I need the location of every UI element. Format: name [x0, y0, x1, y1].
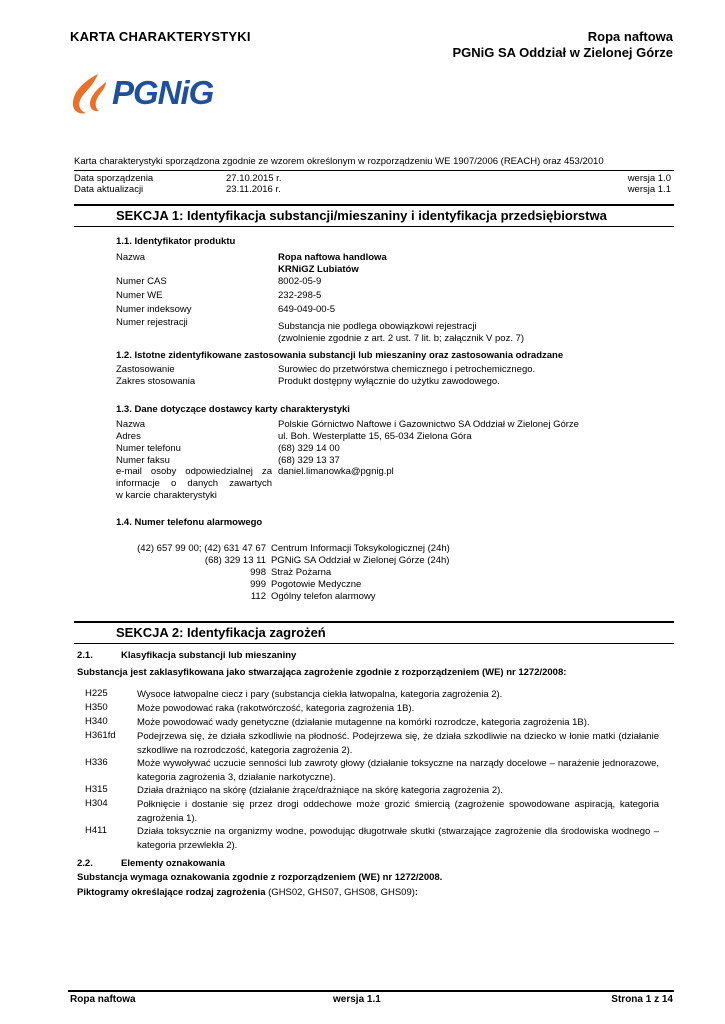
- footer-version: wersja 1.1: [333, 994, 381, 1005]
- index-number: 649-049-00-5: [278, 304, 336, 315]
- hazard-text: Może powodować raka (rakotwórczość, kategoria zagrożenia 1B).: [137, 703, 415, 714]
- pictograms-colon: :: [414, 887, 419, 898]
- section-2-title: SEKCJA 2: Identyfikacja zagrożeń: [116, 625, 326, 640]
- emergency-service: Ogólny telefon alarmowy: [271, 591, 376, 602]
- hazard-text: Może wywoływać uczucie senności lub zawroty głowy (działanie toksyczne na narządy docelowe – narażenie jednorazowe, kategoria zagrożenia 3, działanie narkotyczne).: [137, 758, 659, 783]
- meta-version: wersja 1.0: [627, 173, 671, 184]
- supplier-fax: (68) 329 13 37: [278, 455, 340, 466]
- use-value: Surowiec do przetwórstwa chemicznego i petrochemicznego.: [278, 364, 536, 375]
- subsection-number: 2.1.: [77, 650, 93, 661]
- field-label: w karcie charakterystyki: [116, 490, 217, 501]
- field-label: Zakres stosowania: [116, 376, 196, 387]
- meta-date: 27.10.2015 r.: [226, 173, 282, 184]
- section-divider: [74, 226, 674, 227]
- field-label: informacje o danych zawartych: [116, 478, 272, 489]
- supplier-name: Polskie Górnictwo Naftowe i Gazownictwo SA Oddział w Zielonej Górze: [278, 419, 579, 430]
- hazard-text: Podejrzewa się, że działa szkodliwie na płodność. Podejrzewa się, że działa szkodliwie na dziecko w łonie matki (działanie szkodliwe na rozrodczość, kategoria zagrożenia 2).: [137, 731, 659, 756]
- hazard-code: H350: [85, 702, 108, 713]
- emergency-service: Centrum Informacji Toksykologicznej (24h): [271, 543, 450, 554]
- document-title: KARTA CHARAKTERYSTYKI: [70, 29, 251, 44]
- product-source: KRNiGZ Lubiatów: [278, 264, 359, 275]
- hazard-code: H361fd: [85, 730, 116, 741]
- emergency-service: PGNiG SA Oddział w Zielonej Górze (24h): [271, 555, 450, 566]
- hazard-code: H411: [85, 825, 108, 836]
- pictograms-codes: (GHS02, GHS07, GHS08, GHS09): [265, 887, 415, 898]
- meta-label: Data aktualizacji: [74, 184, 144, 195]
- divider: [74, 170, 674, 171]
- hazard-text: Działa toksycznie na organizmy wodne, powodując długotrwałe skutki (stwarzające zagrożenie dla środowiska wodnego – kategoria przewlekła 2).: [137, 826, 659, 851]
- header-product: Ropa naftowa: [587, 29, 673, 44]
- field-label: Nazwa: [116, 419, 146, 430]
- hazard-code: H225: [85, 688, 108, 699]
- intro-text: Karta charakterystyki sporządzona zgodnie ze wzorem określonym w rozporządzeniu WE 1907/2006 (REACH) oraz 453/2010: [74, 156, 604, 167]
- cas-number: 8002-05-9: [278, 276, 322, 287]
- meta-label: Data sporządzenia: [74, 173, 154, 184]
- hazard-code: H340: [85, 716, 108, 727]
- subsection-1-3-title: 1.3. Dane dotyczące dostawcy karty charakterystyki: [116, 404, 350, 415]
- field-label: Adres: [116, 431, 141, 442]
- hazard-text: Połknięcie i dostanie się przez drogi oddechowe może grozić śmiercią (zagrożenie spowodowane aspiracją, kategoria zagrożenia 1).: [137, 799, 659, 824]
- pgnig-logo: [68, 70, 238, 116]
- registration-note: (zwolnienie zgodnie z art. 2 ust. 7 lit. b; załącznik V poz. 7): [278, 333, 525, 344]
- meta-row-updated: [74, 184, 671, 196]
- hazard-code: H315: [85, 784, 108, 795]
- subsection-number: 2.2.: [77, 858, 93, 869]
- we-number: 232-298-5: [278, 290, 322, 301]
- hazard-text: Wysoce łatwopalne ciecz i pary (substancja ciekła łatwopalna, kategoria zagrożenia 2).: [137, 689, 503, 700]
- emergency-service: Straż Pożarna: [271, 567, 332, 578]
- field-label: e-mail osoby odpowiedzialnej za: [116, 466, 272, 477]
- field-label: Numer rejestracji: [116, 317, 188, 328]
- meta-version: wersja 1.1: [627, 184, 671, 195]
- subsection-2-1-title: Klasyfikacja substancji lub mieszaniny: [121, 650, 297, 661]
- header-right: [452, 29, 673, 61]
- hazard-code: H304: [85, 798, 108, 809]
- subsection-1-1-title: 1.1. Identyfikator produktu: [116, 236, 236, 247]
- field-label: Nazwa: [116, 252, 146, 263]
- pictograms-label: Piktogramy określające rodzaj zagrożenia: [77, 887, 266, 898]
- classification-statement: Substancja jest zaklasyfikowana jako stwarzająca zagrożenie zgodnie z rozporządzeniem (WE) nr 1272/2008:: [77, 667, 567, 678]
- section-1-title: SEKCJA 1: Identyfikacja substancji/mieszaniny i identyfikacja przedsiębiorstwa: [116, 208, 607, 223]
- field-label: Numer faksu: [116, 455, 170, 466]
- logo-text: PGNiG: [112, 74, 214, 111]
- emergency-number: 998: [250, 567, 266, 578]
- meta-date: 23.11.2016 r.: [226, 184, 281, 195]
- section-divider: [74, 204, 674, 206]
- emergency-number: (68) 329 13 11: [204, 555, 266, 566]
- flame-icon: [68, 72, 114, 118]
- pictograms-line: [77, 887, 418, 898]
- labelling-statement: Substancja wymaga oznakowania zgodnie z rozporządzeniem (WE) nr 1272/2008.: [77, 872, 443, 883]
- emergency-number: 112: [250, 591, 266, 602]
- section-divider: [74, 643, 674, 644]
- footer-page: Strona 1 z 14: [611, 994, 673, 1005]
- subsection-1-2-title: 1.2. Istotne zidentyfikowane zastosowania substancji lub mieszaniny oraz zastosowania odradzane: [116, 350, 564, 361]
- field-label: Numer indeksowy: [116, 304, 192, 315]
- hazard-code: H336: [85, 757, 108, 768]
- field-label: Numer WE: [116, 290, 163, 301]
- registration-value: Substancja nie podlega obowiązkowi rejestracji: [278, 321, 477, 332]
- emergency-number: (42) 657 99 00; (42) 631 47 67: [137, 543, 266, 554]
- subsection-2-2-title: Elementy oznakowania: [121, 858, 226, 869]
- section-divider: [74, 621, 674, 623]
- footer-product: Ropa naftowa: [70, 994, 136, 1005]
- emergency-number: 999: [250, 579, 266, 590]
- emergency-service: Pogotowie Medyczne: [271, 579, 362, 590]
- header-company: PGNiG SA Oddział w Zielonej Górze: [452, 45, 673, 60]
- field-label: Numer CAS: [116, 276, 167, 287]
- supplier-email[interactable]: daniel.limanowka@pgnig.pl: [278, 466, 394, 477]
- product-name: Ropa naftowa handlowa: [278, 252, 387, 263]
- field-label: Numer telefonu: [116, 443, 181, 454]
- scope-value: Produkt dostępny wyłącznie do użytku zawodowego.: [278, 376, 500, 387]
- hazard-text: Działa drażniąco na skórę (działanie żrące/drażniące na skórę kategoria zagrożenia 2).: [137, 785, 503, 796]
- supplier-phone: (68) 329 14 00: [278, 443, 340, 454]
- hazard-text: Może powodować wady genetyczne (działanie mutagenne na komórki rozrodcze, kategoria zagrożenia 1B).: [137, 717, 590, 728]
- supplier-address: ul. Boh. Westerplatte 15, 65-034 Zielona Góra: [278, 431, 472, 442]
- subsection-1-4-title: 1.4. Numer telefonu alarmowego: [116, 517, 263, 528]
- footer-divider: [68, 990, 674, 992]
- field-label: Zastosowanie: [116, 364, 175, 375]
